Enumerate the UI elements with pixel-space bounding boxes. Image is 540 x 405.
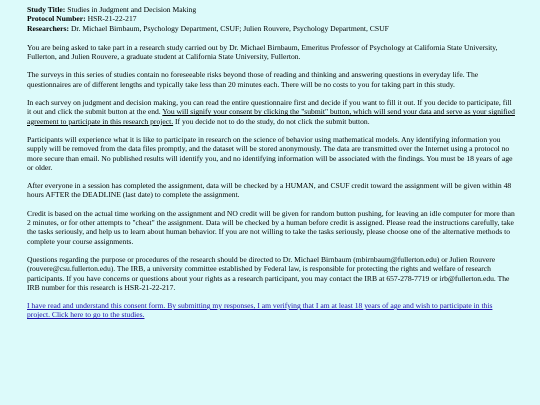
- protocol-number: HSR-21-22-217: [87, 14, 137, 24]
- consent-procedure-paragraph: [27, 98, 517, 126]
- risks-paragraph: The surveys in this series of studies contain no foreseeable risks beyond those of reading and thinking and answering questions in everyday life. The questionnaires are of different lengths and typically take less than 20 minutes each. There will be no costs to you for taking part in this study.: [27, 70, 479, 89]
- consent-procedure-text: In each survey on judgment and decision making, you can read the entire questionnaire first and decide if you want to fill it out. If you decide to participate, fill it out and click the submit button at the end.: [27, 98, 512, 117]
- consent-decline-text: If you decide not to do the study, do not click the submit button.: [173, 116, 370, 126]
- intro-paragraph: You are being asked to take part in a research study carried out by Dr. Michael Birnbaum, Emeritus Professor of Psychology at California State University, Fullerton, and Julien Rouvere, a graduate student at California State University, Fullerton.: [27, 42, 498, 62]
- consent-link-paragraph: [27, 301, 517, 320]
- researchers: Dr. Michael Birnbaum, Psychology Department, CSUF; Julien Rouvere, Psychology Department, CSUF: [70, 23, 389, 33]
- consent-signify-text: You will signify your consent by clicking the "submit" button, which will send your data and serve as your signified agreement to participate in this research project.: [27, 107, 515, 126]
- consent-page: [27, 5, 517, 329]
- protocol-number-line: [27, 14, 517, 23]
- study-title-line: [27, 5, 517, 14]
- researchers-label: Researchers:: [27, 23, 70, 33]
- contact-paragraph: Questions regarding the purpose or procedures of the research should be directed to Dr. Michael Birnbaum (mbirnbaum@fullerton.edu) or Julien Rouvere (rouvere@csu.fullerton.edu). The IRB, a university committee established by Federal law, is responsible for protecting the rights and welfare of research participants. If you have concerns or questions about your rights as a research participant, you may contact the IRB at 657-278-7719 or irb@fullerton.edu. The IRB number for this research is HSR-21-22-217.: [27, 254, 510, 292]
- consent-agree-link[interactable]: I have read and understand this consent form. By submitting my responses, I am verifying that I am at least 18 years of age and wish to participate in this project. Click here to go to the studies.: [27, 301, 493, 320]
- study-title: Studies in Judgment and Decision Making: [67, 5, 197, 14]
- study-title-label: Study Title:: [27, 5, 66, 14]
- privacy-paragraph: Participants will experience what it is like to participate in research on the science of behavior using mathematical models. Any identifying information you supply will be removed from the data files promptly, and the dataset will be stored anonymously. The data are transmitted over the Internet using a protocol no more secure than email. No published results will identify you, and no identifying information will be associated with the findings. You must be 18 years of age or older.: [27, 134, 513, 172]
- credit-timing-paragraph: After everyone in a session has completed the assignment, data will be checked by a HUMAN, and CSUF credit toward the assignment will be given within 48 hours AFTER the DEADLINE (last date) to complete the assignment.: [27, 181, 512, 200]
- protocol-number-label: Protocol Number:: [27, 14, 86, 24]
- credit-rules-paragraph: Credit is based on the actual time working on the assignment and NO credit will be given for random button pushing, for leaving an idle computer for more than 2 minutes, or for other attempts to "cheat" the assignment. Data will be checked by a human before credit is assigned. Please read the instructions carefully, take the tasks seriously, and help us to learn about human behavior. If you are not willing to take the tasks seriously, please choose one of the alternative methods to complete your course assignments.: [27, 208, 515, 246]
- researchers-line: [27, 24, 517, 33]
